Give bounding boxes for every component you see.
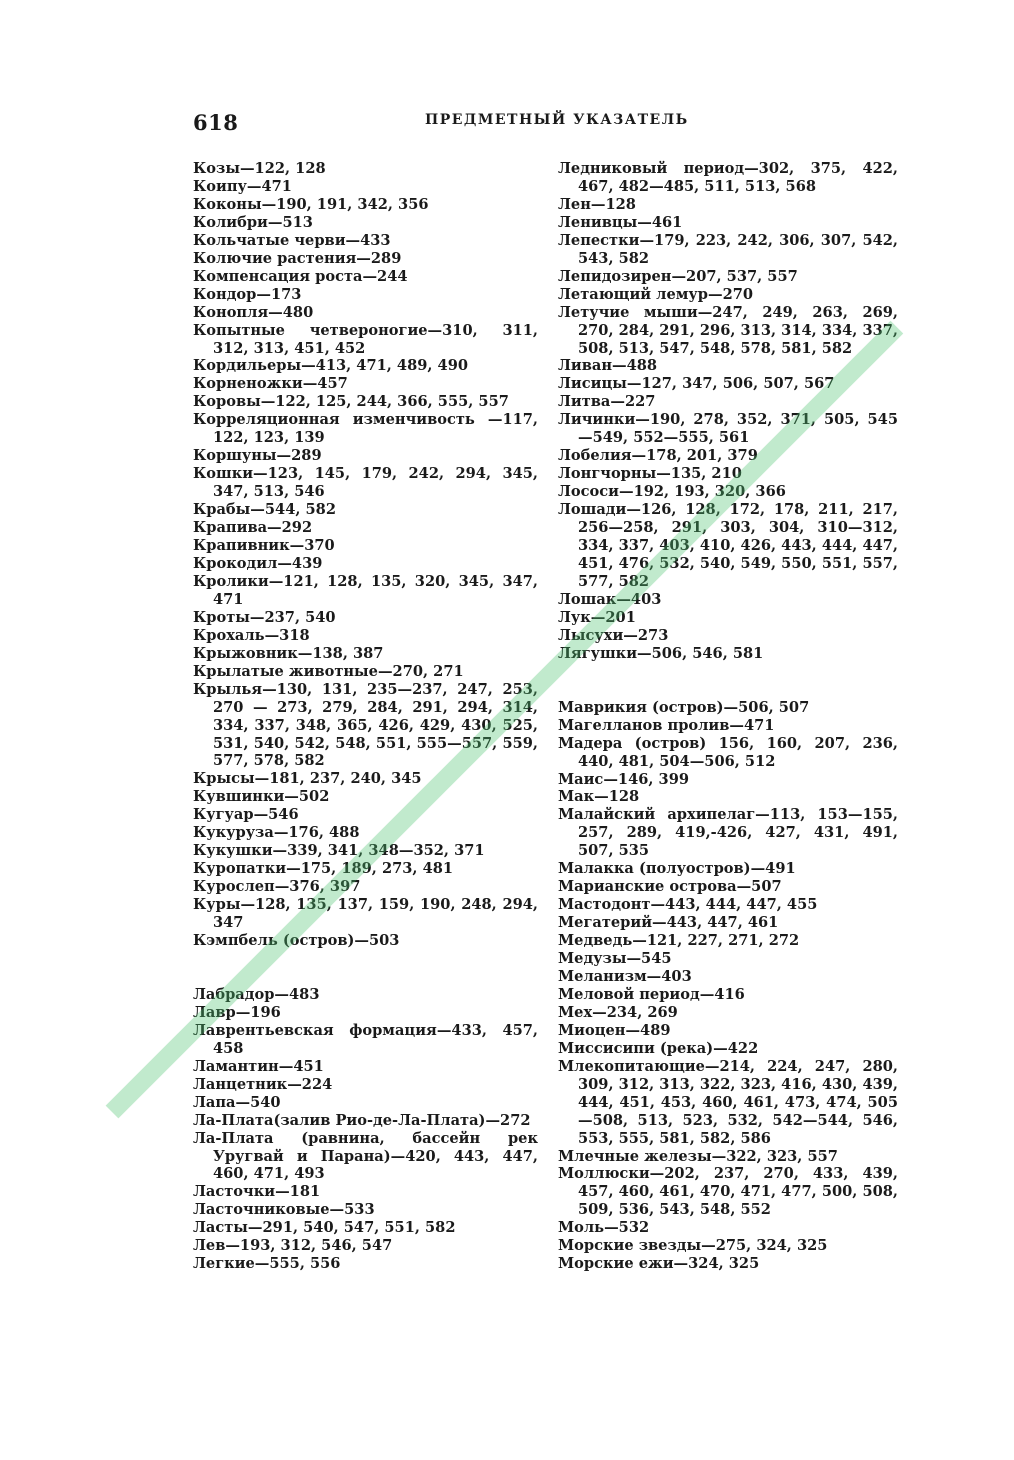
index-entry: Ласточниковые—533 (193, 1201, 375, 1219)
index-entry: Лобелия—178, 201, 379 (558, 447, 758, 465)
index-entry: Лен—128 (558, 195, 636, 213)
index-entry: Ла-Плата (равнина, бассейн рек Уругвай и Парана)—420, 443, 447, 460, 471, 493 (193, 1129, 538, 1183)
index-entry: Ласты—291, 540, 547, 551, 582 (193, 1219, 456, 1237)
index-entry: Моллюски—202, 237, 270, 433, 439, 457, 460, 461, 470, 471, 477, 500, 508, 509, 536, 543, 548, 552 (558, 1165, 898, 1219)
index-entry: Морские ежи—324, 325 (558, 1255, 760, 1273)
index-entry: Литва—227 (558, 393, 656, 411)
index-column-left (193, 160, 538, 1273)
index-entry: Коипу—471 (193, 177, 292, 195)
index-entry: Марианские острова—507 (558, 878, 782, 896)
page-number: 618 (193, 110, 239, 135)
index-entry: Корреляционная изменчивость —117, 122, 123, 139 (193, 411, 538, 447)
index-entry: Коровы—122, 125, 244, 366, 555, 557 (193, 393, 509, 411)
index-entry: Крапива—292 (193, 519, 313, 537)
index-entry: Кэмпбель (остров)—503 (193, 931, 400, 949)
index-entry: Ледниковый период—302, 375, 422, 467, 482—485, 511, 513, 568 (558, 160, 898, 195)
index-entry: Крапивник—370 (193, 537, 335, 555)
index-entry: Компенсация роста—244 (193, 267, 408, 285)
index-entry: Лягушки—506, 546, 581 (558, 644, 764, 662)
index-entry: Мех—234, 269 (558, 1003, 678, 1021)
index-entry: Крохаль—318 (193, 626, 310, 644)
index-entry: Морские звезды—275, 324, 325 (558, 1237, 828, 1255)
index-entry: Лепестки—179, 223, 242, 306, 307, 542, 543, 582 (558, 231, 898, 267)
index-entry: Кугуар—546 (193, 806, 299, 824)
index-entry: Ленивцы—461 (558, 213, 683, 231)
index-entry: Лысухи—273 (558, 626, 669, 644)
index-entry: Ливан—488 (558, 357, 658, 375)
section-gap (193, 968, 538, 986)
index-entry: Мак—128 (558, 788, 640, 806)
index-entry: Миссисипи (река)—422 (558, 1039, 759, 1057)
section-gap (193, 950, 538, 968)
index-entry: Ла-Плата(залив Рио-де-Ла-Плата)—272 (193, 1111, 531, 1129)
index-entry: Лошак—403 (558, 590, 662, 608)
index-entry: Летучие мыши—247, 249, 263, 269, 270, 284, 291, 296, 313, 314, 334, 337, 508, 513, 547, 548, 578, 581, 582 (558, 303, 898, 357)
index-column-right (558, 160, 898, 1273)
index-entry: Кольчатые черви—433 (193, 231, 391, 249)
index-entry: Коконы—190, 191, 342, 356 (193, 195, 429, 213)
index-entry: Лошади—126, 128, 172, 178, 211, 217, 256—258, 291, 303, 304, 310—312, 334, 337, 403, 410, 426, 443, 444, 447, 451, 476, 532, 540, 549, 550, 551, 557, 577, 582 (558, 501, 898, 590)
index-entry: Меланизм—403 (558, 967, 692, 985)
index-entry: Ласточки—181 (193, 1183, 321, 1201)
index-entry: Лавр—196 (193, 1003, 281, 1021)
index-entry: Кордильеры—413, 471, 489, 490 (193, 357, 469, 375)
index-entry: Крокодил—439 (193, 554, 323, 572)
index-entry: Малакка (полуостров)—491 (558, 860, 796, 878)
index-entry: Крыжовник—138, 387 (193, 644, 384, 662)
index-entry: Конопля—480 (193, 303, 314, 321)
index-entry: Коршуны—289 (193, 447, 322, 465)
index-entry: Летающий лемур—270 (558, 285, 754, 303)
index-entry: Курослеп—376, 397 (193, 878, 361, 896)
index-entry: Крабы—544, 582 (193, 501, 336, 519)
index-entry: Мадера (остров) 156, 160, 207, 236, 440, 481, 504—506, 512 (558, 734, 898, 770)
index-entry: Корненожки—457 (193, 375, 348, 393)
index-entry: Лапа—540 (193, 1093, 281, 1111)
index-entry: Кошки—123, 145, 179, 242, 294, 345, 347, 513, 546 (193, 465, 538, 501)
index-entry: Малайский архипелаг—113, 153—155, 257, 289, 419,-426, 427, 431, 491, 507, 535 (558, 806, 898, 860)
index-entry: Млекопитающие—214, 224, 247, 280, 309, 312, 313, 322, 323, 416, 430, 439, 444, 451, 453, 460, 461, 473, 474, 505—508, 513, 523, 532, 542—544, 546, 553, 555, 581, 582, 586 (558, 1057, 898, 1147)
index-entry: Медведь—121, 227, 271, 272 (558, 932, 800, 950)
index-entry: Кукушки—339, 341, 348—352, 371 (193, 842, 485, 860)
index-entry: Мегатерий—443, 447, 461 (558, 914, 779, 932)
index-entry: Крылья—130, 131, 235—237, 247, 253, 270 — 273, 279, 284, 291, 294, 314, 334, 337, 348, 365, 426, 429, 430, 525, 531, 540, 542, 548, 551, 555—557, 559, 577, 578, 582 (193, 680, 538, 770)
index-entry: Лисицы—127, 347, 506, 507, 567 (558, 375, 835, 393)
index-entry: Моль—532 (558, 1219, 650, 1237)
index-entry: Лаврентьевская формация—433, 457, 458 (193, 1021, 538, 1057)
index-entry: Крылатые животные—270, 271 (193, 662, 464, 680)
index-entry: Кроты—237, 540 (193, 608, 336, 626)
index-entry: Маис—146, 399 (558, 770, 690, 788)
index-entry: Медузы—545 (558, 950, 672, 968)
index-entry: Колибри—513 (193, 213, 313, 231)
index-entry: Кувшинки—502 (193, 788, 330, 806)
index-entry: Миоцен—489 (558, 1021, 671, 1039)
index-entry: Маврикия (остров)—506, 507 (558, 698, 810, 716)
page-title: ПРЕДМЕТНЫЙ УКАЗАТЕЛЬ (425, 112, 689, 128)
index-entry: Лев—193, 312, 546, 547 (193, 1237, 393, 1255)
index-entry: Лук—201 (558, 608, 636, 626)
index-entry: Легкие—555, 556 (193, 1255, 341, 1273)
index-entry: Лососи—192, 193, 320, 366 (558, 483, 786, 501)
index-entry: Крысы—181, 237, 240, 345 (193, 770, 422, 788)
index-entry: Ламантин—451 (193, 1057, 324, 1075)
section-gap (558, 681, 898, 699)
index-entry: Кролики—121, 128, 135, 320, 345, 347, 471 (193, 572, 538, 608)
index-entry: Куры—128, 135, 137, 159, 190, 248, 294, 347 (193, 896, 538, 932)
index-entry: Лабрадор—483 (193, 985, 320, 1003)
index-entry: Млечные железы—322, 323, 557 (558, 1147, 838, 1165)
index-entry: Кондор—173 (193, 285, 302, 303)
index-entry: Колючие растения—289 (193, 249, 402, 267)
index-entry: Магелланов пролив—471 (558, 716, 775, 734)
index-entry: Лонгчорны—135, 210 (558, 465, 742, 483)
index-entry: Козы—122, 128 (193, 160, 326, 177)
index-entry: Меловой период—416 (558, 985, 745, 1003)
index-entry: Куропатки—175, 189, 273, 481 (193, 860, 454, 878)
index-entry: Ланцетник—224 (193, 1075, 333, 1093)
index-entry: Лепидозирен—207, 537, 557 (558, 267, 798, 285)
index-entry: Кукуруза—176, 488 (193, 824, 360, 842)
index-entry: Личинки—190, 278, 352, 371, 505, 545—549, 552—555, 561 (558, 411, 898, 447)
index-entry: Мастодонт—443, 444, 447, 455 (558, 896, 818, 914)
index-entry: Копытные четвероногие—310, 311, 312, 313, 451, 452 (193, 321, 538, 357)
section-gap (558, 663, 898, 681)
